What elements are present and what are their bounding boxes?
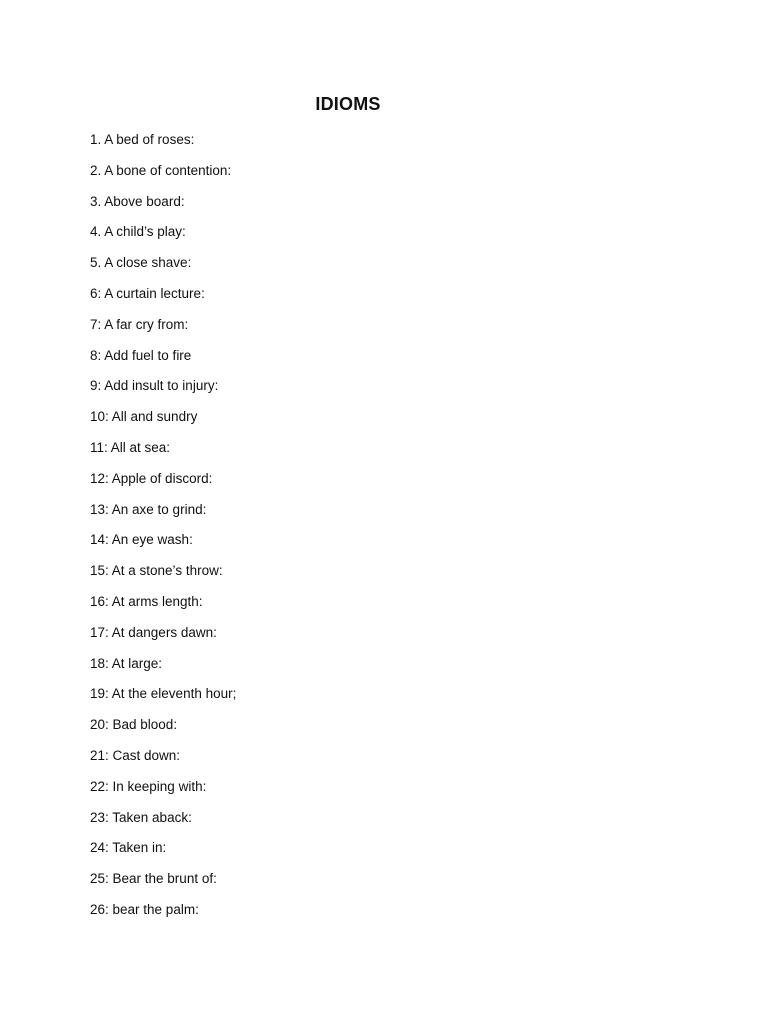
list-item: 10: All and sundry [90,409,198,425]
list-item: 11: All at sea: [90,439,171,455]
list-item: 1. A bed of roses: [90,132,195,147]
list-item: 17: At dangers dawn: [90,624,217,640]
list-item: 13: An axe to grind: [90,501,207,517]
list-item: 9: Add insult to injury: [90,378,219,394]
page-title: IDIOMS [315,94,381,114]
list-item: 2. A bone of contention: [90,162,232,178]
list-item: 23: Taken aback: [90,809,192,825]
list-item: 4. A child’s play: [90,224,186,240]
idiom-list [90,130,236,931]
list-item: 16: At arms length: [90,593,203,609]
list-item: 26: bear the palm: [90,901,199,917]
list-item: 25: Bear the brunt of: [90,871,217,887]
list-item: 6: A curtain lecture: [90,285,205,301]
list-item: 24: Taken in: [90,840,167,856]
list-item: 14: An eye wash: [90,532,193,548]
list-item: 20: Bad blood: [90,717,178,733]
list-item: 8: Add fuel to fire [90,347,192,363]
list-item: 3. Above board: [90,193,185,209]
list-item: 22: In keeping with: [90,778,207,794]
list-item: 18: At large: [90,655,163,671]
list-item: 15: At a stone’s throw: [90,563,223,579]
list-item: 21: Cast down: [90,747,181,763]
list-item: 7: A far cry from: [90,316,189,332]
list-item: 12: Apple of discord: [90,470,213,486]
list-item: 19: At the eleventh hour; [90,686,237,702]
list-item: 5. A close shave: [90,255,192,271]
